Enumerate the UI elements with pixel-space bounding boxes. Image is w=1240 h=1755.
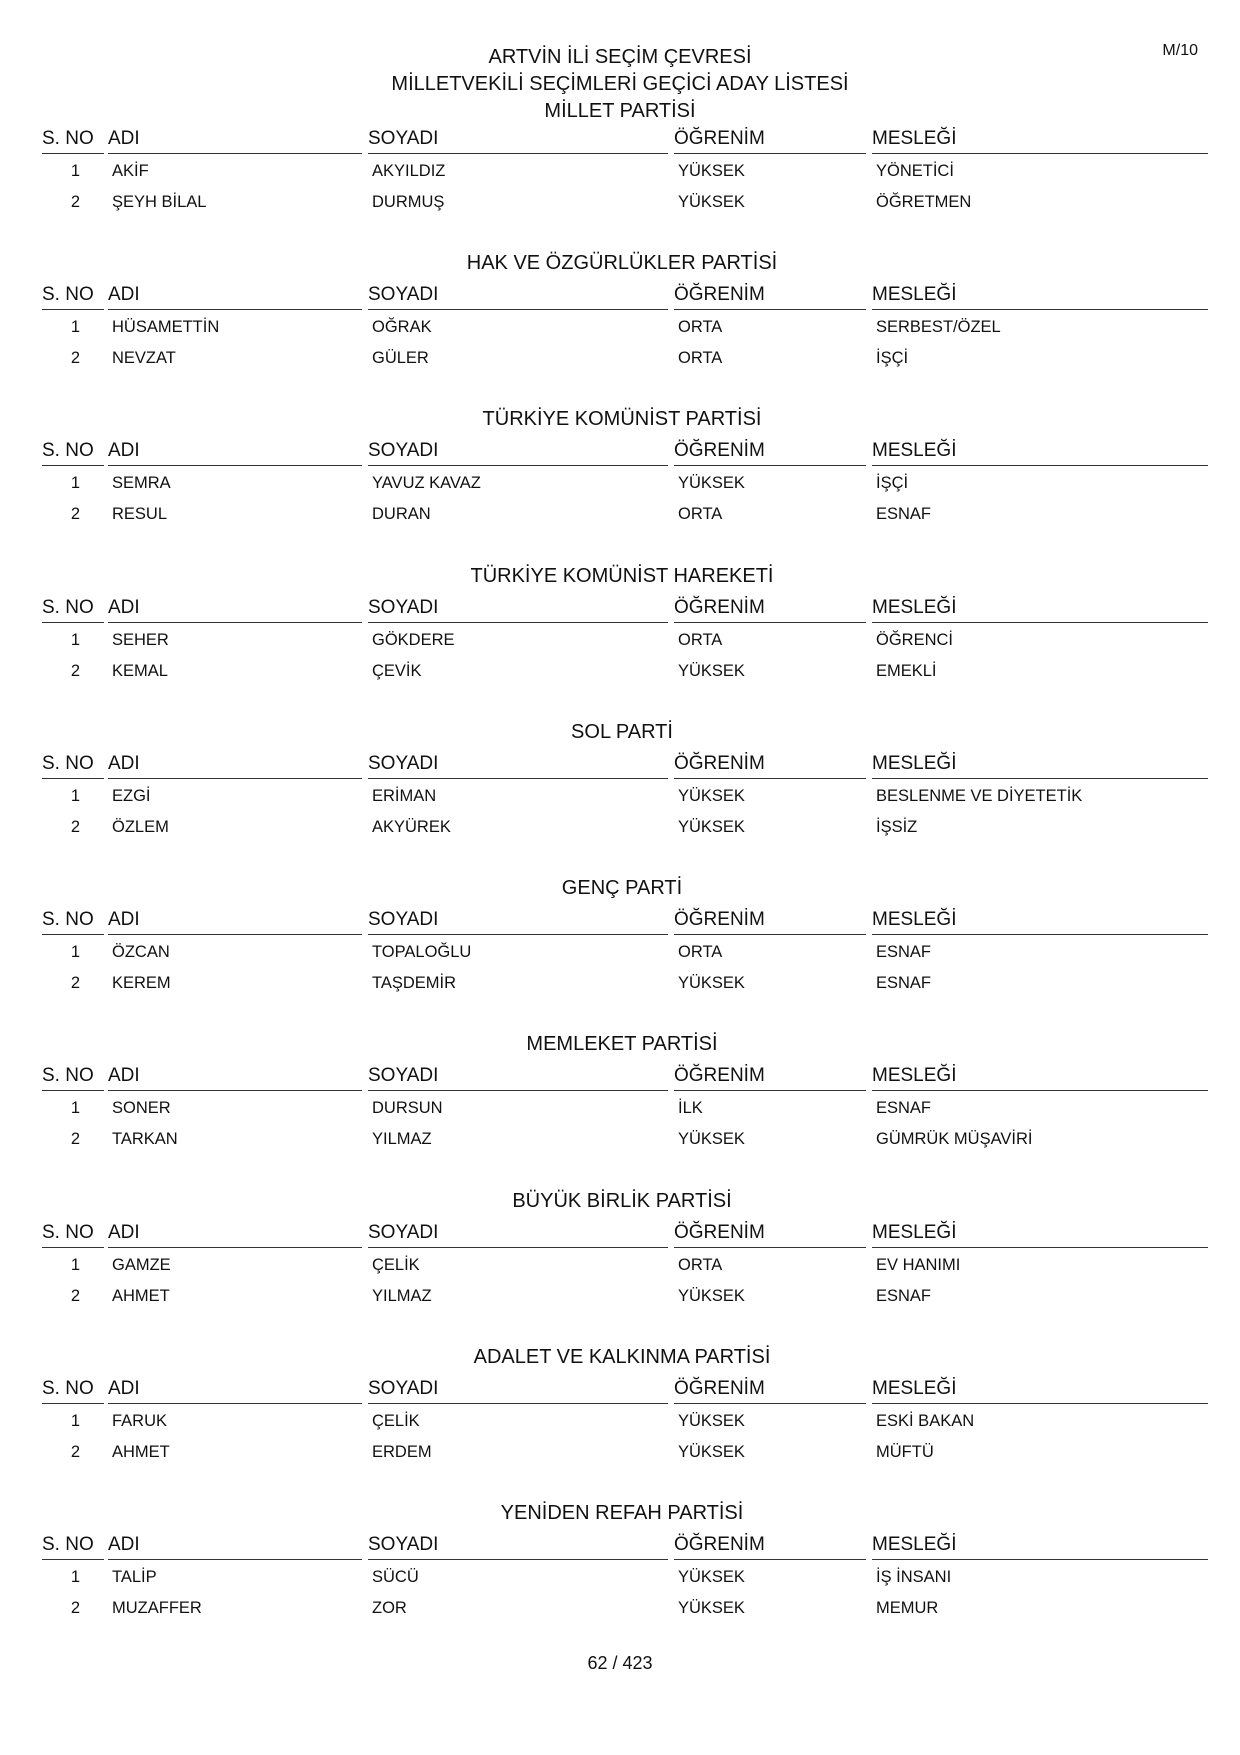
- cell-adi: ÖZLEM: [112, 817, 169, 836]
- column-header-ogrenim: ÖĞRENİM: [674, 1530, 866, 1560]
- cell-soyadi: ÇEVİK: [372, 661, 422, 680]
- column-header-soyadi: SOYADI: [368, 1530, 668, 1560]
- cell-meslek: MÜFTÜ: [876, 1443, 934, 1462]
- cell-meslek: YÖNETİCİ: [876, 162, 954, 180]
- column-header-no: S. NO: [42, 280, 104, 310]
- column-header-meslek: MESLEĞİ: [872, 593, 1208, 623]
- table-row: [42, 499, 1202, 530]
- table-row: [42, 1250, 1202, 1281]
- party-section: [42, 1186, 1202, 1342]
- cell-meslek: BESLENME VE DİYETETİK: [876, 786, 1083, 805]
- cell-ogrenim: İLK: [678, 1099, 703, 1118]
- party-section: [42, 873, 1202, 1029]
- page-number: 62 / 423: [587, 1653, 653, 1673]
- cell-adi: AKİF: [112, 162, 149, 180]
- cell-ogrenim: YÜKSEK: [678, 1412, 745, 1431]
- party-section: [42, 404, 1202, 560]
- table-row: [42, 468, 1202, 499]
- party-title: GENÇ PARTİ: [561, 877, 683, 900]
- party-section: [42, 248, 1202, 404]
- table-row: [42, 625, 1202, 656]
- cell-soyadi: OĞRAK: [372, 318, 432, 336]
- cell-no: 2: [70, 505, 80, 524]
- cell-meslek: İŞSİZ: [876, 817, 918, 836]
- cell-adi: KEREM: [112, 974, 171, 993]
- column-header-meslek: MESLEĞİ: [872, 436, 1208, 466]
- column-header-adi: ADI: [108, 436, 362, 466]
- cell-adi: EZGİ: [112, 786, 151, 805]
- cell-adi: FARUK: [112, 1412, 168, 1431]
- party-title: YENİDEN REFAH PARTİSİ: [500, 1502, 744, 1525]
- column-header-adi: ADI: [108, 905, 362, 935]
- cell-soyadi: DURMUŞ: [372, 193, 445, 211]
- cell-ogrenim: YÜKSEK: [678, 817, 745, 836]
- document-header: [0, 44, 1240, 125]
- column-header-no: S. NO: [42, 124, 104, 154]
- column-header-meslek: MESLEĞİ: [872, 905, 1208, 935]
- cell-adi: GAMZE: [112, 1255, 171, 1274]
- table-header-row: [42, 593, 1202, 623]
- cell-soyadi: YILMAZ: [372, 1286, 432, 1305]
- column-header-soyadi: SOYADI: [368, 1218, 668, 1248]
- cell-ogrenim: ORTA: [678, 505, 723, 524]
- cell-meslek: GÜMRÜK MÜŞAVİRİ: [876, 1130, 1033, 1149]
- table-header-row: [42, 124, 1202, 154]
- party-sections: [42, 124, 1202, 1655]
- cell-meslek: ÖĞRENCİ: [876, 630, 954, 649]
- cell-adi: AHMET: [112, 1443, 170, 1462]
- column-header-soyadi: SOYADI: [368, 1374, 668, 1404]
- cell-no: 2: [70, 1599, 80, 1618]
- cell-adi: ŞEYH BİLAL: [112, 193, 207, 211]
- column-header-meslek: MESLEĞİ: [872, 124, 1208, 154]
- cell-ogrenim: ORTA: [678, 1255, 723, 1274]
- table-header-row: [42, 1374, 1202, 1404]
- table-header-row: [42, 1061, 1202, 1091]
- cell-soyadi: AKYÜREK: [372, 817, 451, 836]
- party-section: [42, 561, 1202, 717]
- cell-meslek: İŞÇİ: [876, 349, 909, 367]
- cell-no: 1: [70, 943, 80, 962]
- cell-meslek: İŞÇİ: [876, 474, 909, 493]
- column-header-ogrenim: ÖĞRENİM: [674, 593, 866, 623]
- cell-soyadi: AKYILDIZ: [372, 162, 446, 180]
- cell-soyadi: SÜCÜ: [372, 1568, 419, 1587]
- column-header-no: S. NO: [42, 749, 104, 779]
- cell-meslek: İŞ İNSANI: [876, 1568, 952, 1587]
- table-row: [42, 656, 1202, 687]
- column-header-soyadi: SOYADI: [368, 593, 668, 623]
- column-header-adi: ADI: [108, 593, 362, 623]
- cell-soyadi: TOPALOĞLU: [372, 943, 472, 962]
- column-header-meslek: MESLEĞİ: [872, 1061, 1208, 1091]
- cell-soyadi: YAVUZ KAVAZ: [372, 474, 481, 493]
- table-row: [42, 187, 1202, 218]
- column-header-soyadi: SOYADI: [368, 749, 668, 779]
- cell-meslek: ESNAF: [876, 1286, 932, 1305]
- header-first-party: MİLLET PARTİSİ: [544, 100, 696, 122]
- cell-adi: TALİP: [112, 1568, 157, 1587]
- cell-no: 2: [70, 661, 80, 680]
- cell-soyadi: YILMAZ: [372, 1130, 432, 1149]
- cell-adi: SEHER: [112, 630, 169, 649]
- cell-soyadi: DURSUN: [372, 1099, 443, 1118]
- cell-meslek: EMEKLİ: [876, 661, 937, 680]
- column-header-no: S. NO: [42, 1374, 104, 1404]
- column-header-no: S. NO: [42, 905, 104, 935]
- column-header-adi: ADI: [108, 749, 362, 779]
- party-title: MEMLEKET PARTİSİ: [526, 1033, 718, 1056]
- table-header-row: [42, 749, 1202, 779]
- cell-no: 1: [70, 474, 80, 493]
- cell-no: 2: [70, 1443, 80, 1462]
- cell-soyadi: GÖKDERE: [372, 630, 455, 649]
- cell-no: 2: [70, 193, 80, 211]
- table-row: [42, 937, 1202, 968]
- cell-ogrenim: YÜKSEK: [678, 974, 745, 993]
- cell-adi: TARKAN: [112, 1130, 178, 1149]
- column-header-no: S. NO: [42, 593, 104, 623]
- cell-no: 1: [70, 162, 80, 180]
- cell-ogrenim: YÜKSEK: [678, 1599, 745, 1618]
- table-row: [42, 968, 1202, 999]
- party-title: TÜRKİYE KOMÜNİST PARTİSİ: [482, 408, 762, 431]
- page-code: M/10: [1162, 42, 1198, 59]
- table-row: [42, 1437, 1202, 1468]
- cell-no: 1: [70, 1412, 80, 1431]
- cell-soyadi: ERİMAN: [372, 786, 437, 805]
- table-row: [42, 1124, 1202, 1155]
- party-title: ADALET VE KALKINMA PARTİSİ: [473, 1346, 771, 1369]
- table-header-row: [42, 1218, 1202, 1248]
- cell-adi: RESUL: [112, 505, 168, 524]
- column-header-adi: ADI: [108, 1218, 362, 1248]
- column-header-ogrenim: ÖĞRENİM: [674, 1218, 866, 1248]
- table-header-row: [42, 905, 1202, 935]
- cell-ogrenim: YÜKSEK: [678, 193, 745, 211]
- column-header-soyadi: SOYADI: [368, 1061, 668, 1091]
- cell-adi: ÖZCAN: [112, 943, 170, 962]
- table-row: [42, 1281, 1202, 1312]
- cell-no: 1: [70, 1255, 80, 1274]
- column-header-no: S. NO: [42, 1061, 104, 1091]
- table-header-row: [42, 280, 1202, 310]
- cell-meslek: SERBEST/ÖZEL: [876, 318, 1001, 336]
- column-header-soyadi: SOYADI: [368, 124, 668, 154]
- column-header-ogrenim: ÖĞRENİM: [674, 1061, 866, 1091]
- cell-meslek: EV HANIMI: [876, 1255, 961, 1274]
- cell-no: 1: [70, 1568, 80, 1587]
- party-title: SOL PARTİ: [571, 720, 673, 743]
- column-header-ogrenim: ÖĞRENİM: [674, 905, 866, 935]
- cell-no: 2: [70, 817, 80, 836]
- column-header-no: S. NO: [42, 1218, 104, 1248]
- party-title: BÜYÜK BİRLİK PARTİSİ: [512, 1189, 732, 1212]
- cell-ogrenim: ORTA: [678, 349, 723, 367]
- cell-adi: KEMAL: [112, 661, 168, 680]
- cell-adi: HÜSAMETTİN: [112, 318, 220, 336]
- column-header-adi: ADI: [108, 280, 362, 310]
- cell-ogrenim: YÜKSEK: [678, 786, 745, 805]
- party-title: HAK VE ÖZGÜRLÜKLER PARTİSİ: [466, 252, 778, 274]
- cell-soyadi: GÜLER: [372, 349, 429, 367]
- header-list-title: MİLLETVEKİLİ SEÇİMLERİ GEÇİCİ ADAY LİSTESİ: [391, 73, 849, 95]
- column-header-ogrenim: ÖĞRENİM: [674, 124, 866, 154]
- cell-adi: SONER: [112, 1099, 171, 1118]
- table-row: [42, 1093, 1202, 1124]
- cell-ogrenim: YÜKSEK: [678, 661, 745, 680]
- cell-no: 1: [70, 630, 80, 649]
- cell-soyadi: TAŞDEMİR: [372, 974, 457, 993]
- column-header-ogrenim: ÖĞRENİM: [674, 749, 866, 779]
- table-row: [42, 1406, 1202, 1437]
- cell-adi: MUZAFFER: [112, 1599, 202, 1618]
- cell-meslek: ESNAF: [876, 505, 932, 524]
- cell-adi: NEVZAT: [112, 349, 176, 367]
- cell-no: 2: [70, 974, 80, 993]
- cell-soyadi: ERDEM: [372, 1443, 432, 1462]
- cell-no: 2: [70, 349, 80, 367]
- cell-soyadi: ZOR: [372, 1599, 407, 1618]
- cell-meslek: ESNAF: [876, 943, 932, 962]
- cell-ogrenim: YÜKSEK: [678, 1568, 745, 1587]
- party-section: [42, 124, 1202, 248]
- cell-soyadi: ÇELİK: [372, 1255, 420, 1274]
- column-header-adi: ADI: [108, 1061, 362, 1091]
- cell-ogrenim: YÜKSEK: [678, 162, 745, 180]
- cell-no: 1: [70, 786, 80, 805]
- cell-no: 1: [70, 318, 80, 336]
- cell-adi: SEMRA: [112, 474, 171, 493]
- cell-ogrenim: YÜKSEK: [678, 1443, 745, 1462]
- table-row: [42, 812, 1202, 843]
- cell-meslek: ESKİ BAKAN: [876, 1412, 975, 1431]
- header-province: ARTVİN İLİ SEÇİM ÇEVRESİ: [488, 46, 752, 68]
- column-header-no: S. NO: [42, 1530, 104, 1560]
- cell-ogrenim: ORTA: [678, 318, 723, 336]
- cell-ogrenim: YÜKSEK: [678, 1286, 745, 1305]
- column-header-adi: ADI: [108, 124, 362, 154]
- table-row: [42, 1593, 1202, 1624]
- table-row: [42, 781, 1202, 812]
- column-header-ogrenim: ÖĞRENİM: [674, 280, 866, 310]
- cell-soyadi: DURAN: [372, 505, 431, 524]
- column-header-meslek: MESLEĞİ: [872, 280, 1208, 310]
- column-header-soyadi: SOYADI: [368, 905, 668, 935]
- party-section: [42, 1498, 1202, 1654]
- column-header-soyadi: SOYADI: [368, 280, 668, 310]
- cell-meslek: ÖĞRETMEN: [876, 193, 972, 211]
- column-header-no: S. NO: [42, 436, 104, 466]
- column-header-meslek: MESLEĞİ: [872, 749, 1208, 779]
- cell-soyadi: ÇELİK: [372, 1412, 420, 1431]
- column-header-adi: ADI: [108, 1530, 362, 1560]
- cell-ogrenim: ORTA: [678, 943, 723, 962]
- table-header-row: [42, 1530, 1202, 1560]
- cell-no: 2: [70, 1286, 80, 1305]
- cell-ogrenim: YÜKSEK: [678, 1130, 745, 1149]
- table-row: [42, 156, 1202, 187]
- column-header-meslek: MESLEĞİ: [872, 1374, 1208, 1404]
- cell-ogrenim: YÜKSEK: [678, 474, 745, 493]
- cell-meslek: MEMUR: [876, 1599, 939, 1618]
- column-header-soyadi: SOYADI: [368, 436, 668, 466]
- column-header-ogrenim: ÖĞRENİM: [674, 436, 866, 466]
- cell-adi: AHMET: [112, 1286, 170, 1305]
- table-row: [42, 312, 1202, 343]
- cell-no: 1: [70, 1099, 80, 1118]
- cell-no: 2: [70, 1130, 80, 1149]
- party-section: [42, 717, 1202, 873]
- party-section: [42, 1029, 1202, 1185]
- column-header-meslek: MESLEĞİ: [872, 1218, 1208, 1248]
- cell-ogrenim: ORTA: [678, 630, 723, 649]
- column-header-ogrenim: ÖĞRENİM: [674, 1374, 866, 1404]
- column-header-adi: ADI: [108, 1374, 362, 1404]
- table-row: [42, 343, 1202, 374]
- cell-meslek: ESNAF: [876, 974, 932, 993]
- table-row: [42, 1562, 1202, 1593]
- cell-meslek: ESNAF: [876, 1099, 932, 1118]
- column-header-meslek: MESLEĞİ: [872, 1530, 1208, 1560]
- table-header-row: [42, 436, 1202, 466]
- party-section: [42, 1342, 1202, 1498]
- party-title: TÜRKİYE KOMÜNİST HAREKETİ: [470, 564, 774, 587]
